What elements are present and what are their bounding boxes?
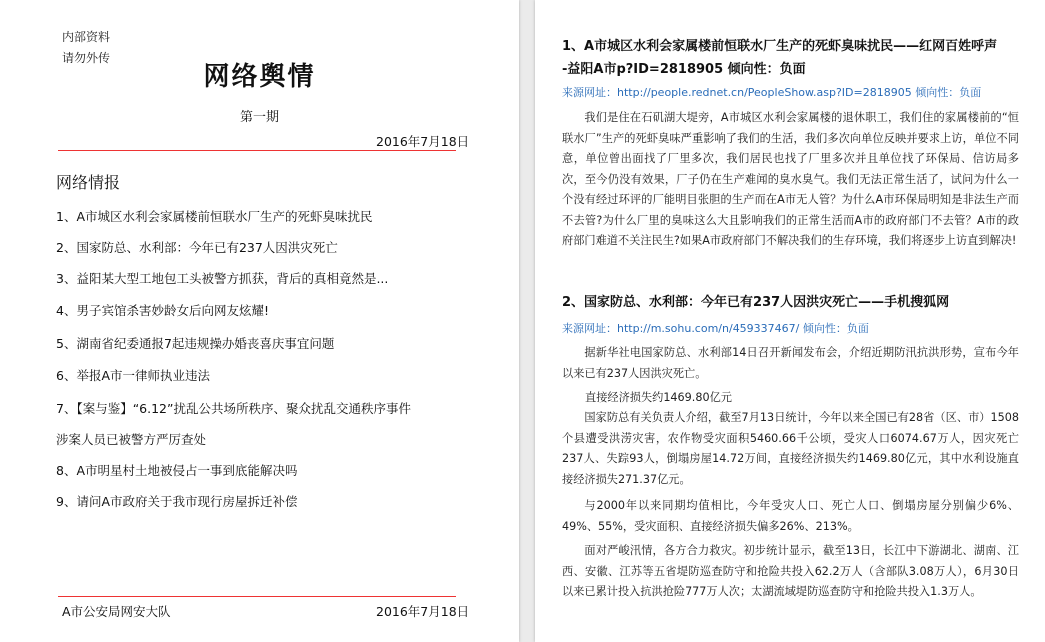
toc-item[interactable]: 4、男子宾馆杀害妙龄女后向网友炫耀! — [56, 303, 269, 318]
article2-subheading: 直接经济损失约1469.80亿元 — [585, 391, 732, 404]
toc-item[interactable]: 7、【案与鉴】“6.12”扰乱公共场所秩序、聚众扰乱交通秩序事件 — [56, 401, 411, 416]
header-divider — [58, 150, 456, 151]
toc-item-continuation[interactable]: 涉案人员已被警方严厉查处 — [56, 432, 207, 447]
article2-paragraph: 面对严峻汛情，各方合力救灾。初步统计显示，截至13日，长江中下游湖北、湖南、江西、安徽、江苏等五省堤防巡查防守和抢险共投入62.2万人（含部队3.08万人），6月30日以来已累计投入抗洪抢险777万人次；太湖流域堤防巡查防守和抢险共投入1.3万人。 — [562, 544, 1019, 598]
footer-date: 2016年7月18日 — [376, 604, 470, 619]
document-title: 网络舆情 — [203, 62, 316, 92]
toc-item[interactable]: 5、湖南省纪委通报7起违规操办婚丧喜庆事宜问题 — [56, 336, 335, 351]
article2-paragraph: 据新华社电国家防总、水利部14日召开新闻发布会，介绍近期防汛抗洪形势，宣布今年以来已有237人因洪灾死亡。 — [562, 346, 1019, 380]
section-heading: 网络情报 — [56, 173, 121, 192]
left-page — [0, 0, 519, 642]
article2-paragraph: 与2000年以来同期均值相比，今年受灾人口、死亡人口、倒塌房屋分别偏少6%、49%、55%，受灾面积、直接经济损失偏多26%、213%。 — [562, 499, 1019, 533]
right-page — [535, 0, 1045, 642]
footer-organization: A市公安局网安大队 — [62, 604, 171, 619]
header-date: 2016年7月18日 — [376, 134, 470, 149]
article1-title-cont: -益阳A市p?ID=2818905 倾向性：负面 — [562, 62, 806, 77]
internal-label: 内部资料 — [62, 30, 111, 44]
toc-item[interactable]: 6、举报A市一律师执业违法 — [56, 368, 211, 383]
toc-item[interactable]: 2、国家防总、水利部：今年已有237人因洪灾死亡 — [56, 240, 338, 255]
article1-source-link[interactable]: 来源网址：http://people.rednet.cn/PeopleShow.asp?ID=2818905 倾向性：负面 — [562, 86, 982, 99]
toc-item[interactable]: 8、A市明星村土地被侵占一事到底能解决吗 — [56, 463, 298, 478]
article1-title: 1、A市城区水利会家属楼前恒联水厂生产的死虾臭味扰民——红网百姓呼声 — [562, 39, 998, 54]
toc-item[interactable]: 3、益阳某大型工地包工头被警方抓获，背后的真相竟然是... — [56, 271, 389, 286]
toc-item[interactable]: 1、A市城区水利会家属楼前恒联水厂生产的死虾臭味扰民 — [56, 209, 373, 224]
article2-title: 2、国家防总、水利部：今年已有237人因洪灾死亡——手机搜狐网 — [562, 295, 950, 310]
article2-source-link[interactable]: 来源网址：http://m.sohu.com/n/459337467/ 倾向性：负面 — [562, 322, 869, 335]
no-distribute-label: 请勿外传 — [62, 51, 111, 65]
article1-body: 我们是住在石矶湖大堤旁，A市城区水利会家属楼的退休职工，我们住的家属楼前的“恒联水厂”生产的死虾臭味严重影响了我们的生活，我们多次向单位反映并要求上访，单位不同意，单位曾出面找了厂里多次，我们居民也找了厂里多次并且单位找了环保局、信访局多次，至今仍没有效果，厂子仍在生产难闻的臭水臭气。我们无法正常生活了，试问为什么一个没有经过环评的厂能明目张胆的生产而在A市无人管？为什么A市环保局明知是非法生产而不去管?为什么厂里的臭味这么大且影响我们的正常生活而A市的政府部门不去管？A市的政府部门难道不关注民生?如果A市政府部门不解决我们的生存环境，我们将逐步上访直到解决! — [562, 111, 1019, 247]
toc-item[interactable]: 9、请问A市政府关于我市现行房屋拆迁补偿 — [56, 494, 298, 509]
footer-divider — [58, 596, 456, 597]
issue-number: 第一期 — [239, 110, 279, 125]
article2-paragraph: 国家防总有关负责人介绍，截至7月13日统计，今年以来全国已有28省（区、市）1508个县遭受洪涝灾害，农作物受灾面积5460.66千公顷，受灾人口6074.67万人，因灾死亡237人、失踪93人，倒塌房屋14.72万间，直接经济损失约1469.80亿元，其中水利设施直接经济损失271.37亿元。 — [562, 411, 1019, 486]
